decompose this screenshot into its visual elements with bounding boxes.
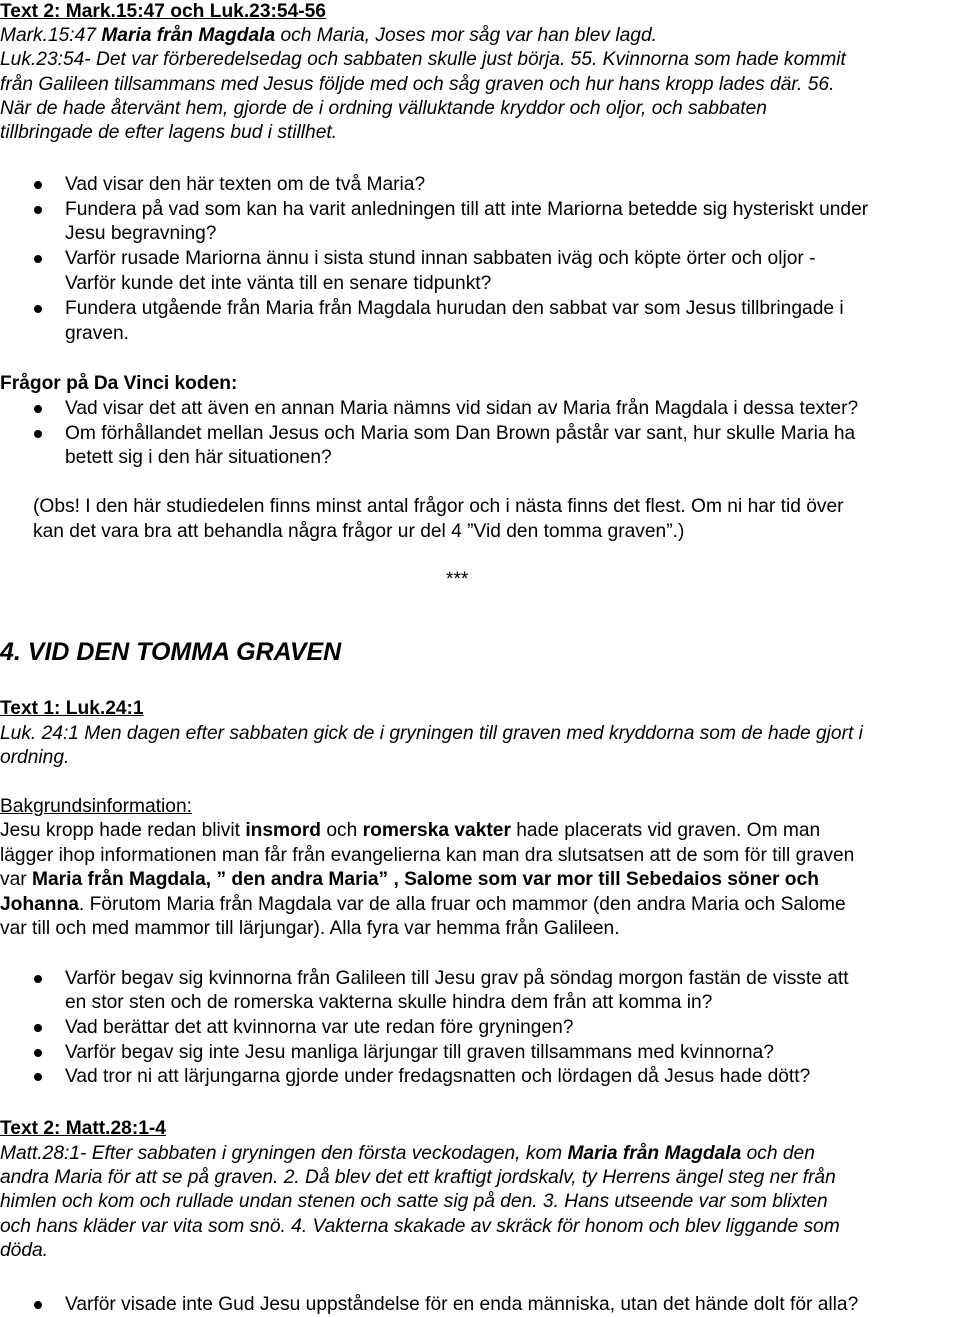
question-item: Varför visade inte Gud Jesu uppståndelse för en enda människa, utan det hände dolt för alla? <box>65 1294 859 1315</box>
bullet-icon <box>34 1024 42 1032</box>
bullet-icon <box>34 255 42 263</box>
scripture-line: Luk.23:54- Det var förberedelsedag och sabbaten skulle just börja. 55. Kvinnorna som hade kommit <box>0 49 846 70</box>
scripture-line <box>0 24 657 48</box>
question-item: Om förhållandet mellan Jesus och Maria som Dan Brown påstår var sant, hur skulle Maria ha <box>65 423 856 444</box>
bullet-icon <box>34 975 42 983</box>
bold-name: Maria från Magdala <box>567 1143 742 1164</box>
scripture-line: andra Maria för att se på graven. 2. Då blev det ett kraftigt jordskalv, ty Herrens ängel steg ner från <box>0 1167 836 1188</box>
scripture-line: döda. <box>0 1240 49 1261</box>
question-item-cont: betett sig i den här situationen? <box>65 447 332 468</box>
bullet-icon <box>34 181 42 189</box>
separator: *** <box>446 569 469 590</box>
question-item-cont: Varför kunde det inte vänta till en senare tidpunkt? <box>65 273 492 294</box>
paragraph-line: var till och med mammor till lärjungar). Alla fyra var hemma från Galileen. <box>0 918 620 939</box>
question-item: Vad visar den här texten om de två Maria? <box>65 174 426 195</box>
text: . Förutom Maria från Magdala var de alla fruar och mammor (den andra Maria och Salome <box>78 894 846 915</box>
note-line: kan det vara bra att behandla några frågor ur del 4 ”Vid den tomma graven”.) <box>33 521 685 542</box>
bullet-icon <box>34 206 42 214</box>
bullet-icon <box>34 405 42 413</box>
scripture-line: himlen och kom och rullade undan stenen och satte sig på den. 3. Hans utseende var som blixten <box>0 1191 828 1212</box>
question-item-cont: Jesu begravning? <box>65 223 217 244</box>
paragraph-line <box>0 893 846 917</box>
question-item: Varför rusade Mariorna ännu i sista stund innan sabbaten iväg och köpte örter och oljor - <box>65 248 816 269</box>
question-item: Fundera utgående från Maria från Magdala hurudan den sabbat var som Jesus tillbringade i <box>65 298 844 319</box>
text: Jesu kropp hade redan blivit <box>0 820 246 841</box>
text: och <box>321 820 363 841</box>
question-item: Varför begav sig inte Jesu manliga lärjungar till graven tillsammans med kvinnorna? <box>65 1042 774 1063</box>
scripture-line <box>0 1142 815 1166</box>
bold-text: Johanna <box>0 894 79 915</box>
subheading: Bakgrundsinformation: <box>0 796 192 817</box>
scripture-line: och hans kläder var vita som snö. 4. Vakterna skakade av skräck för honom och blev liggande som <box>0 1216 840 1237</box>
scripture-line: ordning. <box>0 747 70 768</box>
text: var <box>0 869 32 890</box>
note-line: (Obs! I den här studiedelen finns minst antal frågor och i nästa finns det flest. Om ni har tid över <box>33 496 844 517</box>
bullet-icon <box>34 305 42 313</box>
question-item-cont: graven. <box>65 323 129 344</box>
question-item: Varför begav sig kvinnorna från Galileen till Jesu grav på söndag morgon fastän de visste att <box>65 968 849 989</box>
scripture-text: Mark.15:47 <box>0 25 102 46</box>
section-heading: Text 2: Matt.28:1-4 <box>0 1118 166 1139</box>
scripture-text: Matt.28:1- Efter sabbaten i gryningen den första veckodagen, kom <box>0 1143 568 1164</box>
question-item-cont: en stor sten och de romerska vakterna skulle hindra dem från att komma in? <box>65 992 713 1013</box>
section-heading: Text 2: Mark.15:47 och Luk.23:54-56 <box>0 1 326 22</box>
chapter-title: 4. VID DEN TOMMA GRAVEN <box>0 638 342 666</box>
question-item: Fundera på vad som kan ha varit anledningen till att inte Mariorna betedde sig hysteriskt under <box>65 199 869 220</box>
scripture-text: och den <box>741 1143 815 1164</box>
bold-text: romerska vakter <box>362 820 511 841</box>
scripture-text: och Maria, Joses mor såg var han blev lagd. <box>275 25 657 46</box>
bullet-icon <box>34 1049 42 1057</box>
paragraph-line <box>0 868 819 892</box>
scripture-line: Luk. 24:1 Men dagen efter sabbaten gick de i gryningen till graven med kryddorna som de hade gjort i <box>0 723 863 744</box>
paragraph-line: lägger ihop informationen man får från evangelierna kan man dra slutsatsen att de som för till graven <box>0 845 855 866</box>
bullet-icon <box>34 430 42 438</box>
section-heading: Text 1: Luk.24:1 <box>0 698 144 719</box>
section-heading: Frågor på Da Vinci koden: <box>0 373 238 394</box>
scripture-line: När de hade återvänt hem, gjorde de i ordning välluktande kryddor och oljor, och sabbaten <box>0 98 767 119</box>
question-item: Vad berättar det att kvinnorna var ute redan före gryningen? <box>65 1017 574 1038</box>
paragraph-line <box>0 819 820 843</box>
bullet-icon <box>34 1073 42 1081</box>
question-item: Vad visar det att även en annan Maria nämns vid sidan av Maria från Magdala i dessa texter? <box>65 398 859 419</box>
bold-name: Maria från Magdala <box>101 25 276 46</box>
text: hade placerats vid graven. Om man <box>510 820 821 841</box>
bold-text: insmord <box>245 820 322 841</box>
bold-text: Maria från Magdala, ” den andra Maria” , Salome som var mor till Sebedaios söner och <box>32 869 819 890</box>
bullet-icon <box>34 1301 42 1309</box>
scripture-line: från Galileen tillsammans med Jesus följde med och såg graven och hur hans kropp lades där. 56. <box>0 74 835 95</box>
question-item: Vad tror ni att lärjungarna gjorde under fredagsnatten och lördagen då Jesus hade dött? <box>65 1066 811 1087</box>
scripture-line: tillbringade de efter lagens bud i stillhet. <box>0 122 338 143</box>
